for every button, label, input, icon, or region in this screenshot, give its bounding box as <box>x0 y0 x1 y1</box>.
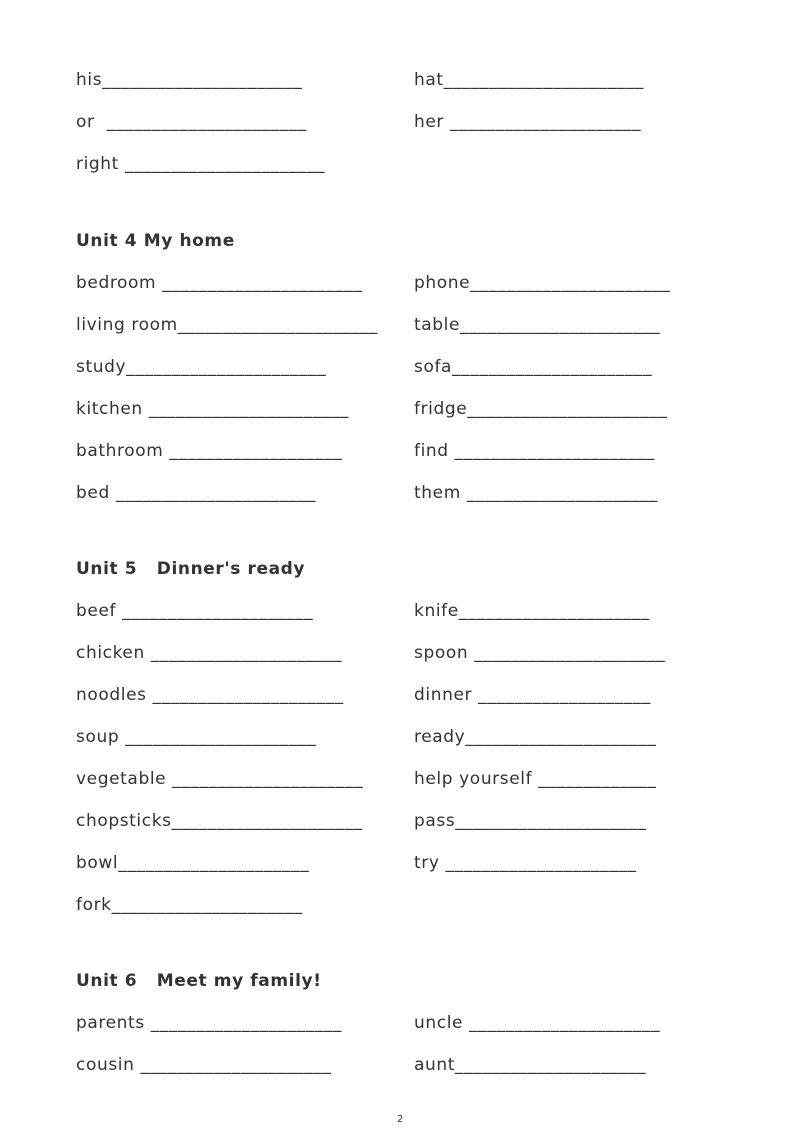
word-entry: vegetable _____________________ <box>76 769 364 789</box>
word-entry: phone______________________ <box>414 273 671 293</box>
unit-heading: Unit 4 My home <box>76 231 235 251</box>
word-entry: pass_____________________ <box>414 811 647 831</box>
word-entry: or ______________________ <box>76 112 307 132</box>
word-entry: bowl_____________________ <box>76 853 310 873</box>
word-entry: fridge______________________ <box>414 399 668 419</box>
word-entry: his______________________ <box>76 70 303 90</box>
word-entry: hat______________________ <box>414 70 644 90</box>
word-entry: bedroom ______________________ <box>76 273 363 293</box>
word-entry: try _____________________ <box>414 853 637 873</box>
word-entry: sofa______________________ <box>414 357 653 377</box>
page-number: 2 <box>396 1114 404 1125</box>
unit-heading: Unit 5 Dinner's ready <box>76 559 306 579</box>
word-entry: right ______________________ <box>76 154 326 174</box>
word-entry: uncle _____________________ <box>414 1013 661 1033</box>
word-entry: bathroom ___________________ <box>76 441 343 461</box>
word-entry: find ______________________ <box>414 441 655 461</box>
word-entry: bed ______________________ <box>76 483 317 503</box>
word-entry: kitchen ______________________ <box>76 399 349 419</box>
word-entry: her _____________________ <box>414 112 642 132</box>
word-entry: knife_____________________ <box>414 601 650 621</box>
unit-heading: Unit 6 Meet my family! <box>76 971 322 991</box>
word-entry: study______________________ <box>76 357 327 377</box>
word-entry: chopsticks_____________________ <box>76 811 363 831</box>
word-entry: aunt_____________________ <box>414 1055 647 1075</box>
word-entry: them _____________________ <box>414 483 658 503</box>
word-entry: fork_____________________ <box>76 895 303 915</box>
word-entry: cousin _____________________ <box>76 1055 332 1075</box>
word-entry: spoon _____________________ <box>414 643 666 663</box>
word-entry: chicken _____________________ <box>76 643 342 663</box>
word-entry: ready_____________________ <box>414 727 657 747</box>
word-entry: living room______________________ <box>76 315 378 335</box>
word-entry: beef _____________________ <box>76 601 314 621</box>
word-entry: dinner ___________________ <box>414 685 652 705</box>
word-entry: help yourself _____________ <box>414 769 657 789</box>
word-entry: noodles _____________________ <box>76 685 344 705</box>
word-entry: soup _____________________ <box>76 727 317 747</box>
word-entry: parents _____________________ <box>76 1013 342 1033</box>
word-entry: table______________________ <box>414 315 661 335</box>
